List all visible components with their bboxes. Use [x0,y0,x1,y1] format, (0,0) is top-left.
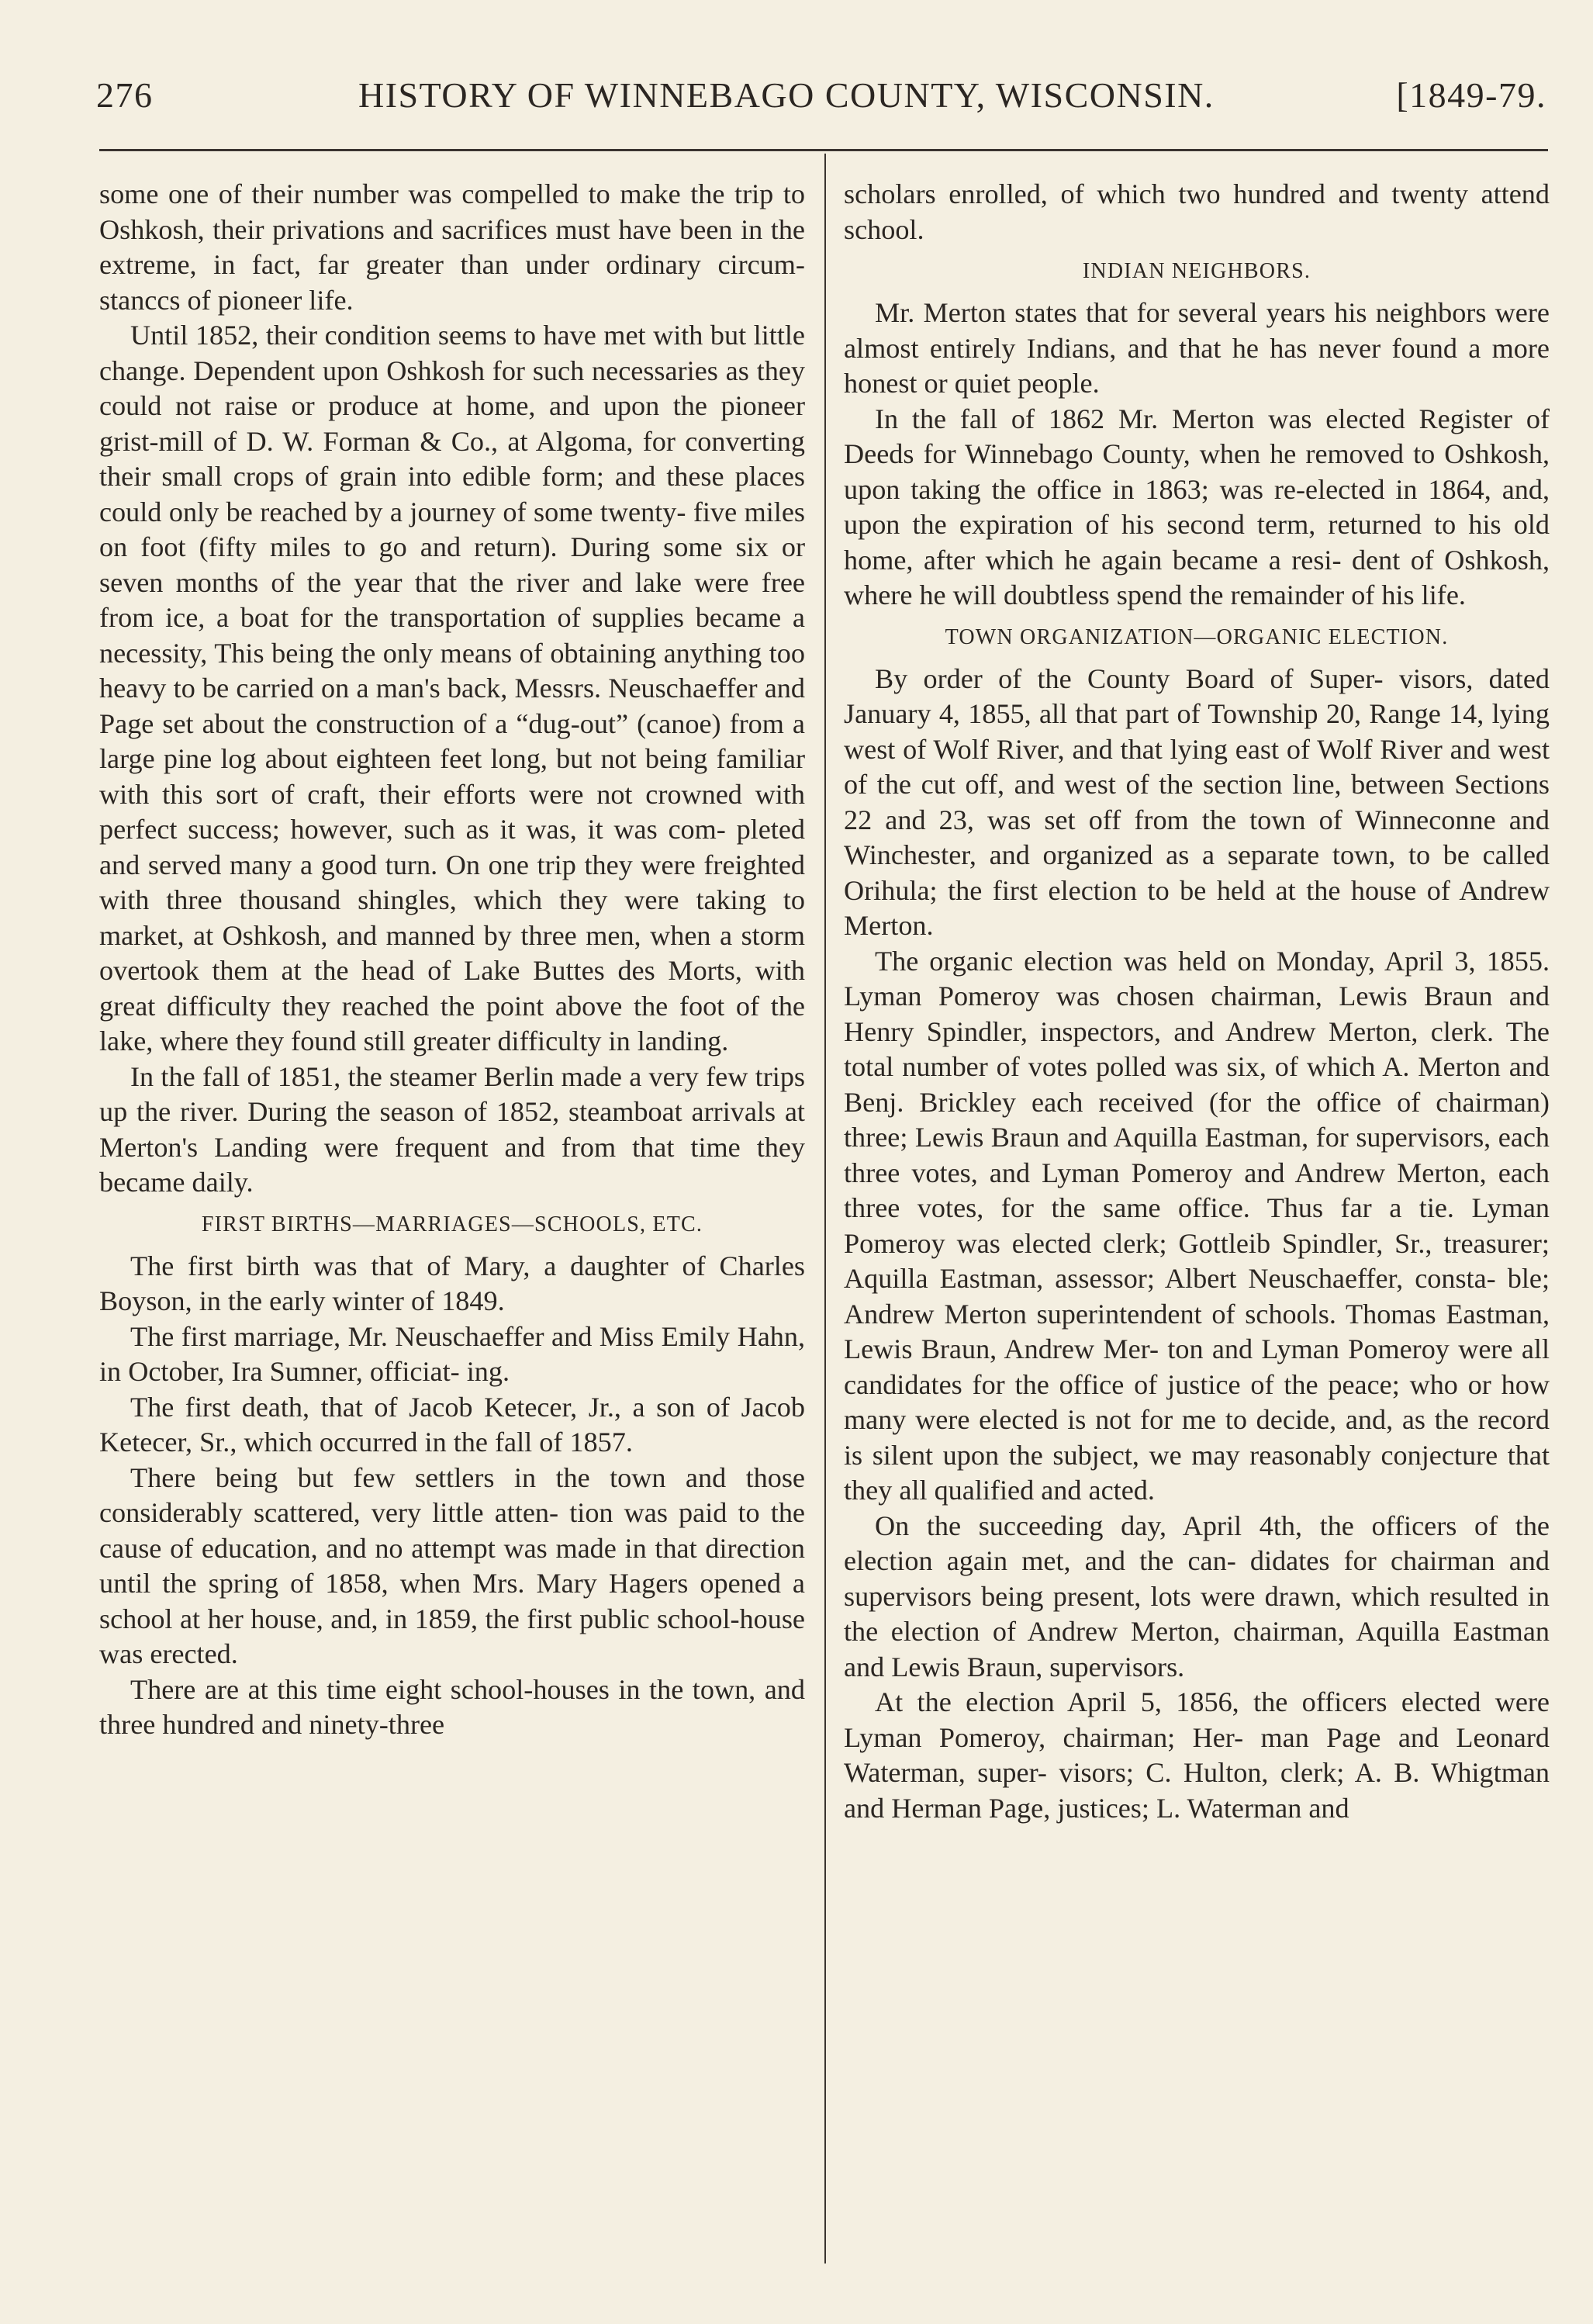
paragraph: On the succeeding day, April 4th, the officers of the election again met, and the can- didates for chairman and supervisors being present, lots were drawn, which resulted in the election of Andrew Merton, chairman, Aquilla Eastman and Lewis Braun, supervisors. [844,1510,1550,1682]
column-divider [824,154,826,2263]
paragraph: In the fall of 1862 Mr. Merton was elected Register of Deeds for Winnebago County, when he removed to Oshkosh, upon taking the office in 1863; was re-elected in 1864, and, upon the expiration of his second term, returned to his old home, after which he again became a resi- dent of Oshkosh, where he will doubtless spend the remainder of his life. [844,403,1550,610]
page-number: 276 [96,75,154,115]
paragraph: The first marriage, Mr. Neuschaeffer and Miss Emily Hahn, in October, Ira Sumner, officiat- ing. [99,1320,805,1387]
section-heading: INDIAN NEIGHBORS. [1082,259,1311,283]
paragraph: scholars enrolled, of which two hundred and twenty attend school. [844,178,1550,245]
paragraph: Mr. Merton states that for several years his neighbors were almost entirely Indians, and that he has never found a more honest or quiet people. [844,297,1550,399]
paragraph: In the fall of 1851, the steamer Berlin made a very few trips up the river. During the season of 1852, steamboat arrivals at Merton's Landing were frequent and from that time they became daily. [99,1060,805,1198]
paragraph: The organic election was held on Monday, April 3, 1855. Lyman Pomeroy was chosen chairman, Lewis Braun and Henry Spindler, inspectors, and Andrew Merton, clerk. The total number of votes polled was six, of which A. Merton and Benj. Brickley each received (for the office of chairman) three; Lewis Braun and Aquilla Eastman, for supervisors, each three votes, and Lyman Pomeroy and Andrew Merton, each three votes, for the same office. Thus far a tie. Lyman Pomeroy was elected clerk; Gottleib Spindler, Sr., treasurer; Aquilla Eastman, assessor; Albert Neuschaeffer, consta- ble; Andrew Merton superintendent of schools. Thomas Eastman, Lewis Braun, Andrew Mer- ton and Lyman Pomeroy were all candidates for the office of justice of the peace; who or how many were elected is not for me to decide, and, as the record is silent upon the subject, we may reasonably conjecture that they all qualified and acted. [844,945,1550,1506]
paragraph: At the election April 5, 1856, the officers elected were Lyman Pomeroy, chairman; Her- man Page and Leonard Waterman, super- visors; C. Hulton, clerk; A. B. Whigtman and Herman Page, justices; L. Waterman and [844,1686,1550,1824]
left-column [99,177,805,2302]
year-range: [1849-79. [1396,75,1546,115]
paragraph: The first death, that of Jacob Ketecer, Jr., a son of Jacob Ketecer, Sr., which occurred in the fall of 1857. [99,1391,805,1458]
section-heading: FIRST BIRTHS—MARRIAGES—SCHOOLS, ETC. [201,1212,703,1236]
running-title: HISTORY OF WINNEBAGO COUNTY, WISCONSIN. [358,75,1215,115]
paragraph: By order of the County Board of Super- visors, dated January 4, 1855, all that part of Township 20, Range 14, lying west of Wolf River, and that lying east of Wolf River and west of the cut off, and west of the section line, between Sections 22 and 23, was set off from the town of Winneconne and Winchester, and organized as a separate town, to be called Orihula; the first election to be held at the house of Andrew Merton. [844,662,1550,941]
paragraph: some one of their number was compelled to make the trip to Oshkosh, their privations and sacrifices must have been in the extreme, in fact, far greater than under ordinary circum- stanccs of pioneer life. [99,178,805,316]
paragraph: Until 1852, their condition seems to have met with but little change. Dependent upon Oshkosh for such necessaries as they could not raise or produce at home, and upon the pioneer grist-mill of D. W. Forman & Co., at Algoma, for converting their small crops of grain into edible form; and these places could only be reached by a journey of some twenty- five miles on foot (fifty miles to go and return). During some six or seven months of the year that the river and lake were free from ice, a boat for the transportation of supplies became a necessity, This being the only means of obtaining anything too heavy to be carried on a man's back, Messrs. Neuschaeffer and Page set about the construction of a “dug-out” (canoe) from a large pine log about eighteen feet long, but not being familiar with this sort of craft, their efforts were not crowned with perfect success; however, such as it was, it was com- pleted and served many a good turn. On one trip they were freighted with three thousand shingles, which they were taking to market, at Oshkosh, and manned by three men, when a storm overtook them at the head of Lake Buttes des Morts, with great difficulty they reached the point above the foot of the lake, where they found still greater difficulty in landing. [99,320,805,1057]
section-heading: TOWN ORGANIZATION—ORGANIC ELECTION. [945,624,1449,649]
paragraph: There being but few settlers in the town and those considerably scattered, very little atten- tion was paid to the cause of education, and no attempt was made in that direction until the spring of 1858, when Mrs. Mary Hagers opened a school at her house, and, in 1859, the first public school-house was erected. [99,1461,805,1669]
paragraph: The first birth was that of Mary, a daughter of Charles Boyson, in the early winter of 1849. [99,1250,805,1316]
paragraph: There are at this time eight school-houses in the town, and three hundred and ninety-three [99,1673,805,1740]
right-column [844,177,1550,2302]
header-rule [99,149,1548,151]
running-header [96,74,1546,121]
